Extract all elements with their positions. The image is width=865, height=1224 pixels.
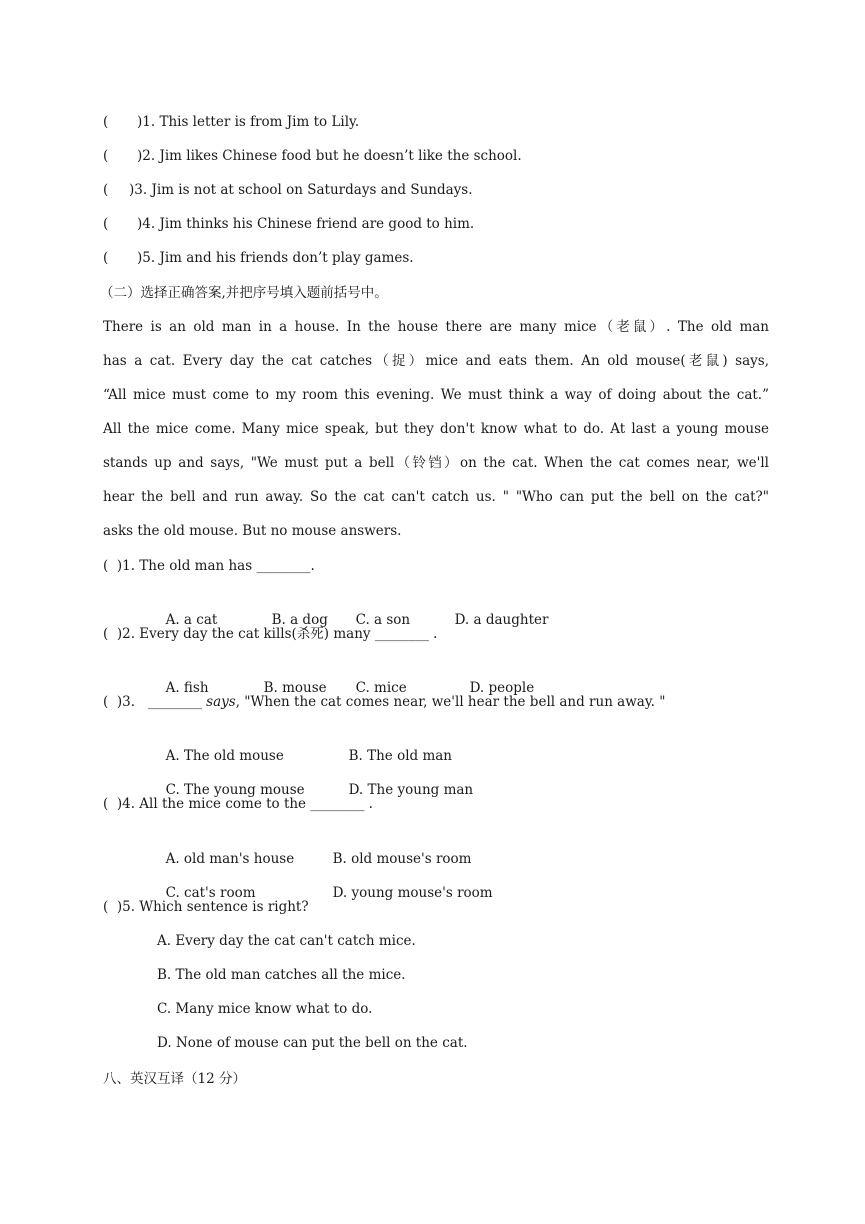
option-d[interactable]: D. people (469, 680, 535, 696)
tf-item-4 (103, 214, 769, 234)
answer-paren[interactable]: ( (103, 182, 109, 198)
option-d[interactable]: D. None of mouse can put the bell on the cat. (157, 1035, 468, 1051)
tf-item-2 (103, 146, 769, 166)
option-a[interactable]: A. old man's house (165, 851, 295, 867)
tf-text: )4. Jim thinks his Chinese friend are good to him. (137, 216, 475, 232)
option-c[interactable]: C. a son (355, 612, 411, 628)
option-b[interactable]: B. a dog (271, 612, 328, 628)
passage-line: All the mice come. Many mice speak, but they don't know what to do. At last a young mouse (103, 421, 769, 437)
question-3 (103, 692, 769, 712)
answer-paren[interactable]: ( (103, 114, 109, 130)
question-3-prefix: ( )3. ________ (103, 694, 207, 710)
tf-text: )5. Jim and his friends don’t play games. (137, 250, 414, 266)
question-4: ( )4. All the mice come to the ________ . (103, 796, 373, 812)
option-c[interactable]: C. cat's room (165, 885, 256, 901)
tf-text: )2. Jim likes Chinese food but he doesn’t like the school. (137, 148, 522, 164)
passage-line: hear the bell and run away. So the cat can't catch us. " "Who can put the bell on the cat?" (103, 489, 769, 505)
answer-paren[interactable]: ( (103, 148, 109, 164)
passage-line: asks the old mouse. But no mouse answers. (103, 523, 402, 539)
option-a[interactable]: A. Every day the cat can't catch mice. (157, 933, 416, 949)
option-d[interactable]: D. a daughter (454, 612, 549, 628)
option-b[interactable]: B. old mouse's room (332, 851, 472, 867)
option-b[interactable]: B. The old man catches all the mice. (157, 967, 406, 983)
passage-line: has a cat. Every day the cat catches（捉）mice and eats them. An old mouse(老鼠) says, (103, 353, 769, 369)
tf-item-3 (103, 180, 769, 200)
answer-paren[interactable]: ( (103, 216, 109, 232)
option-d[interactable]: D. The young man (348, 782, 474, 798)
option-a[interactable]: A. fish (165, 680, 209, 696)
option-c[interactable]: C. Many mice know what to do. (157, 1001, 373, 1017)
passage-line: stands up and says, "We must put a bell（铃铛）on the cat. When the cat comes near, we'll (103, 455, 769, 471)
option-a[interactable]: A. a cat (165, 612, 218, 628)
answer-paren[interactable]: ( (103, 250, 109, 266)
option-c[interactable]: C. mice (355, 680, 407, 696)
passage-line: “All mice must come to my room this evening. We must think a way of doing about the cat.” (103, 387, 769, 403)
tf-text: )3. Jim is not at school on Saturdays and Sundays. (129, 182, 473, 198)
section-title: （二）选择正确答案,并把序号填入题前括号中。 (100, 285, 388, 301)
option-a[interactable]: A. The old mouse (165, 748, 284, 764)
tf-text: )1. This letter is from Jim to Lily. (137, 114, 360, 130)
tf-item-5 (103, 248, 769, 268)
option-d[interactable]: D. young mouse's room (332, 885, 493, 901)
tf-item-1 (103, 112, 769, 132)
question-3-suffix: , "When the cat comes near, we'll hear the bell and run away. " (235, 694, 666, 710)
question-2: ( )2. Every day the cat kills(杀死) many ________ . (103, 626, 438, 642)
option-b[interactable]: B. The old man (348, 748, 452, 764)
option-b[interactable]: B. mouse (263, 680, 327, 696)
passage-line: There is an old man in a house. In the house there are many mice（老鼠）. The old man (103, 319, 769, 335)
question-1: ( )1. The old man has ________. (103, 558, 315, 574)
question-3-italic: says (206, 694, 236, 710)
section-title: 八、英汉互译（12 分） (103, 1071, 246, 1087)
option-c[interactable]: C. The young mouse (165, 782, 305, 798)
question-5: ( )5. Which sentence is right? (103, 899, 309, 915)
